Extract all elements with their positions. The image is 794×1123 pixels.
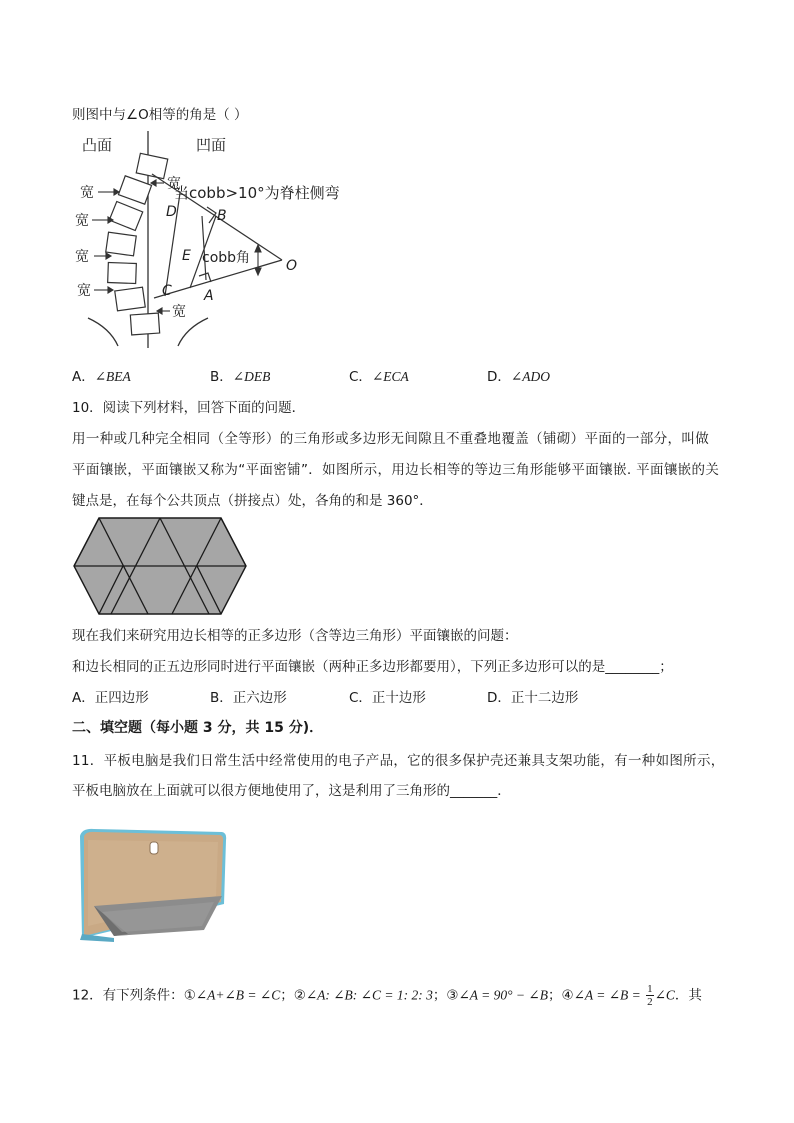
label-wide-1: 宽 [80, 185, 94, 201]
q10-question: 和边长相同的正五边形同时进行平面镶嵌（两种正多边形都要用），下列正多边形可以的是________； [72, 659, 673, 675]
point-E: E [182, 248, 191, 264]
q9-stem: 则图中与∠O相等的角是（ ） [72, 107, 248, 123]
label-cobb-angle: cobb角 [202, 250, 251, 266]
point-A: A [204, 288, 214, 304]
q12-fraction: $\frac{1}{2}$ [647, 983, 653, 1008]
q12-line: 12．有下列条件：①∠A+∠B = ∠C；②∠A: ∠B: ∠C = 1: 2: 3；③∠A = 90° − ∠B；④∠A = ∠B = $\frac{1}{2}$ ∠C．其 [72, 983, 702, 1008]
q9-option-d[interactable]: D．∠ADO [487, 369, 550, 385]
label-wide-6: 宽 [172, 304, 186, 320]
label-wide-4: 宽 [77, 283, 91, 299]
label-concave: 凹面 [196, 136, 227, 154]
point-D: D [166, 204, 177, 220]
q11-line-2: 平板电脑放在上面就可以很方便地使用了，这是利用了三角形的_______． [72, 783, 511, 799]
q10-para-3: 键点是，在每个公共顶点（拼接点）处，各角的和是 360°． [72, 493, 433, 509]
q10-para-2: 平面镶嵌，平面镶嵌又称为“平面密铺”．如图所示，用边长相等的等边三角形能够平面镶嵌. 平面镶嵌的关 [72, 462, 720, 478]
point-C: C [162, 283, 172, 299]
q9-option-a[interactable]: A．∠BEA [72, 369, 131, 385]
q10-option-b[interactable]: B．正六边形 [210, 690, 287, 706]
q10-para-1: 用一种或几种完全相同（全等形）的三角形或多边形无间隙且不重叠地覆盖（铺砌）平面的一部分，叫做 [72, 431, 710, 447]
point-O: O [286, 258, 298, 274]
q9-option-b[interactable]: B．∠DEB [210, 369, 271, 385]
label-wide-5: 宽 [167, 176, 181, 192]
tablet-stand-photo [74, 826, 230, 944]
label-cobb-note: 当cobb>10°为脊柱侧弯 [174, 184, 340, 202]
q10-option-a[interactable]: A．正四边形 [72, 690, 149, 706]
spine-cobb-figure [70, 128, 370, 353]
label-wide-2: 宽 [75, 213, 89, 229]
q10-para-4: 现在我们来研究用边长相等的正多边形（含等边三角形）平面镶嵌的问题： [72, 628, 518, 644]
q9-option-c[interactable]: C．∠ECA [349, 369, 409, 385]
q10-option-c[interactable]: C．正十边形 [349, 690, 426, 706]
triangle-tessellation-figure [72, 516, 248, 616]
section-heading-fill-blank: 二、填空题（每小题 3 分，共 15 分)． [72, 720, 324, 736]
q11-line-1: 11．平板电脑是我们日常生活中经常使用的电子产品，它的很多保护壳还兼具支架功能，有一种如图所示， [72, 753, 725, 769]
point-B: B [217, 208, 227, 224]
label-convex: 凸面 [82, 136, 113, 154]
label-wide-3: 宽 [75, 249, 89, 265]
q10-title: 10．阅读下列材料，回答下面的问题． [72, 400, 306, 416]
q10-option-d[interactable]: D．正十二边形 [487, 690, 579, 706]
